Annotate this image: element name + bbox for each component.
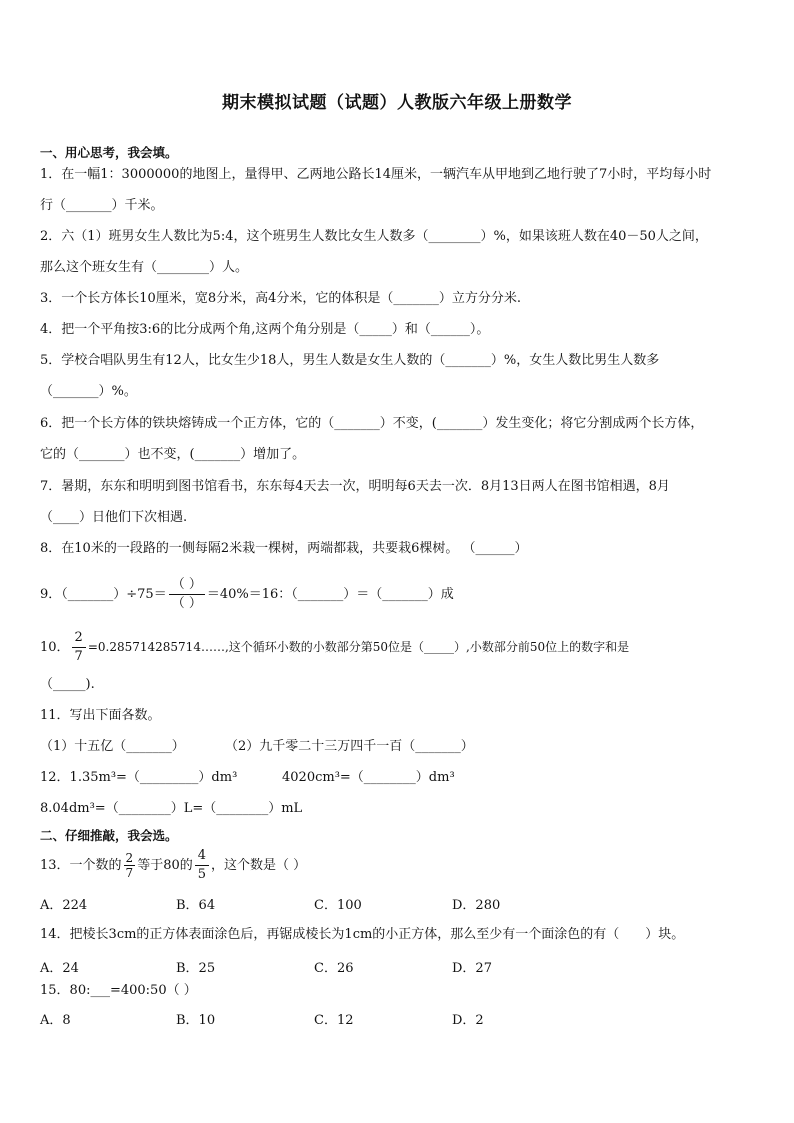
question-6-line-1: 6．把一个长方体的铁块熔铸成一个正方体，它的（_______）不变，(_______）发生变化；将它分割成两个长方体，: [40, 416, 704, 431]
question-9-fraction: [169, 576, 205, 613]
question-12-part-2: 4020cm³=（________）dm³: [282, 770, 455, 785]
question-14-option-b: B．25: [176, 961, 216, 976]
section-heading-fill: 一、用心思考，我会填。: [40, 145, 178, 160]
question-13-numerator-1: 2: [125, 851, 134, 865]
question-1-line-2: 行（_______）千米。: [40, 198, 164, 213]
question-12-part-3: 8.04dm³=（________）L=（________）mL: [40, 801, 303, 816]
question-6-line-2: 它的（_______）也不变，(_______）增加了。: [40, 447, 306, 462]
question-13-fraction-2: [195, 847, 209, 884]
question-13-prefix: 13．一个数的: [40, 858, 122, 873]
question-9: [40, 570, 454, 620]
question-14-option-c: C．26: [314, 961, 354, 976]
question-9-numerator: （ ）: [169, 576, 205, 595]
question-12-part-1: 12．1.35m³=（_________）dm³: [40, 770, 238, 785]
question-13-numerator-2: 4: [195, 847, 209, 866]
question-13-middle: 等于80的: [137, 858, 193, 873]
question-10-denominator: 7: [74, 649, 83, 664]
question-14: 14．把棱长3cm的正方体表面涂色后，再锯成棱长为1cm的小正方体，那么至少有一个面涂色的有（ ）块。: [40, 927, 685, 942]
question-2-line-1: 2．六（1）班男女生人数比为5:4，这个班男生人数比女生人数多（________）%，如果该班人数在40－50人之间，: [40, 229, 708, 244]
question-15-option-d: D．2: [452, 1013, 484, 1028]
question-5-line-2: （_______）%。: [40, 384, 137, 399]
question-9-suffix: ＝40%＝16：（_______）＝（_______）成: [206, 587, 454, 602]
question-11-part-2: （2）九千零二十三万四千一百（_______）: [225, 739, 474, 754]
question-7-line-1: 7．暑期，东东和明明到图书馆看书，东东每4天去一次，明明每6天去一次．8月13日两人在图书馆相遇，8月: [40, 479, 670, 494]
question-13-suffix: ，这个数是（ ）: [211, 858, 307, 873]
question-14-option-d: D．27: [452, 961, 492, 976]
page-title: 期末模拟试题（试题）人教版六年级上册数学: [222, 93, 572, 113]
question-14-option-a: A．24: [40, 961, 79, 976]
question-1-line-1: 1．在一幅1：3000000的地图上，量得甲、乙两地公路长14厘米，一辆汽车从甲地到乙地行驶了7小时，平均每小时: [40, 167, 712, 182]
question-13-option-a: A．224: [40, 898, 88, 913]
question-13-option-c: C．100: [314, 898, 362, 913]
question-13-denominator-1: 7: [125, 866, 134, 880]
section-heading-choose: 二、仔细推敲，我会选。: [40, 828, 178, 843]
question-8: 8．在10米的一段路的一侧每隔2米栽一棵树，两端都栽，共要栽6棵树。 （______）: [40, 541, 528, 556]
question-3: 3．一个长方体长10厘米，宽8分米，高4分米，它的体积是（_______）立方分分米.: [40, 291, 521, 306]
question-4: 4．把一个平角按3:6的比分成两个角,这两个角分别是（_____）和（______）。: [40, 322, 490, 337]
question-9-prefix: 9．（_______）÷75＝: [40, 587, 167, 602]
question-15-option-a: A．8: [40, 1013, 71, 1028]
question-15: 15．80:___=400:50（ ）: [40, 983, 197, 998]
question-13-denominator-2: 5: [197, 867, 207, 882]
question-15-option-b: B．10: [176, 1013, 216, 1028]
question-5-line-1: 5．学校合唱队男生有12人，比女生少18人，男生人数是女生人数的（_______）%，女生人数比男生人数多: [40, 353, 660, 368]
question-10-line-2: （_____).: [40, 677, 95, 692]
question-10-prefix: 10．: [40, 640, 70, 655]
question-13: [40, 844, 306, 888]
question-13-fraction-1: [124, 851, 136, 880]
question-10-line-1: [40, 626, 629, 669]
question-11-part-1: （1）十五亿（_______）: [40, 739, 185, 754]
question-11: 11．写出下面各数。: [40, 708, 161, 723]
question-13-option-b: B．64: [176, 898, 216, 913]
question-15-option-c: C．12: [314, 1013, 354, 1028]
question-13-option-d: D．280: [452, 898, 501, 913]
question-10-fraction: [72, 629, 86, 666]
question-2-line-2: 那么这个班女生有（________）人。: [40, 260, 249, 275]
question-10-suffix: =0.285714285714……,这个循环小数的小数部分第50位是（_____）,小数部分前50位上的数字和是: [87, 640, 630, 654]
question-10-numerator: 2: [72, 629, 86, 648]
question-7-line-2: （____）日他们下次相遇.: [40, 510, 188, 525]
question-9-denominator: （ ）: [171, 596, 202, 611]
